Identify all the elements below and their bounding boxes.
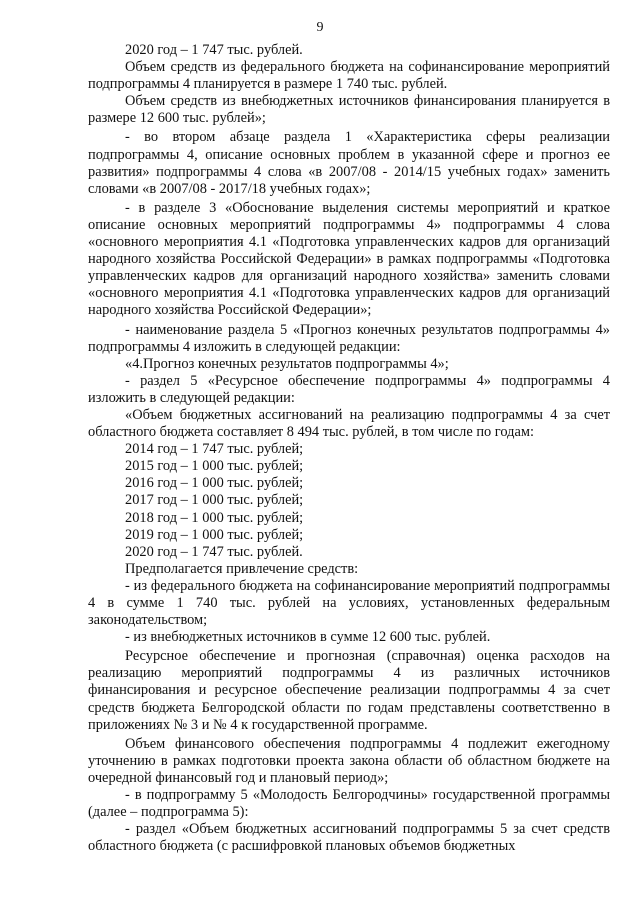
document-body [88, 42, 610, 855]
paragraph: - из внебюджетных источников в сумме 12 600 тыс. рублей. [125, 629, 491, 646]
paragraph: Объем финансового обеспечения подпрограммы 4 подлежит ежегодному уточнению в рамках подготовки проекта закона области об областном бюджете на очередной финансовый год и плановый период»; [88, 735, 610, 786]
year-line: 2017 год – 1 000 тыс. рублей; [125, 492, 304, 509]
paragraph: - из федерального бюджета на софинансирование мероприятий подпрограммы 4 в сумме 1 740 тыс. рублей на условиях, установленных федеральным законодательством; [88, 577, 610, 629]
year-line: 2016 год – 1 000 тыс. рублей; [125, 475, 304, 492]
paragraph: - во втором абзаце раздела 1 «Характеристика сферы реализации подпрограммы 4, описание основных проблем в указанной сфере и прогноз ее развития» подпрограммы 4 слова «в 2007/08 - 2014/15 учебных годах» заменить словами «в 2007/08 - 2017/18 учебных годах»; [88, 129, 610, 197]
paragraph: - наименование раздела 5 «Прогноз конечных результатов подпрограммы 4» подпрограммы 4 изложить в следующей редакции: [88, 321, 610, 355]
paragraph: Ресурсное обеспечение и прогнозная (справочная) оценка расходов на реализацию мероприятий подпрограммы 4 из различных источников финансирования и ресурсное обеспечение реализации подпрограммы 4 за счет средств бюджета Белгородской области по годам представлены соответственно в приложениях № 3 и № 4 к государственной программе. [88, 648, 610, 733]
year-line: 2015 год – 1 000 тыс. рублей; [125, 458, 304, 475]
paragraph: «Объем бюджетных ассигнований на реализацию подпрограммы 4 за счет областного бюджета составляет 8 494 тыс. рублей, в том числе по годам: [88, 406, 610, 441]
paragraph: Объем средств из федерального бюджета на софинансирование мероприятий подпрограммы 4 планируется в размере 1 740 тыс. рублей. [88, 59, 610, 93]
paragraph: - раздел «Объем бюджетных ассигнований подпрограммы 5 за счет средств областного бюджета (с расшифровкой плановых объемов бюджетных [88, 821, 610, 855]
paragraph: «4.Прогноз конечных результатов подпрограммы 4»; [125, 355, 449, 372]
year-line: 2019 год – 1 000 тыс. рублей; [125, 526, 304, 543]
year-line: 2014 год – 1 747 тыс. рублей; [125, 441, 304, 458]
paragraph: - в подпрограмму 5 «Молодость Белгородчины» государственной программы (далее – подпрограмма 5): [88, 787, 610, 821]
paragraph: Предполагается привлечение средств: [125, 560, 359, 577]
paragraph: - в разделе 3 «Обоснование выделения системы мероприятий и краткое описание основных мероприятий подпрограммы 4» подпрограммы 4 слова «основного мероприятия 4.1 «Подготовка управленческих кадров для организаций народного хозяйства Российской Федерации» в рамках подпрограммы «Подготовка управленческих кадров для организаций народного хозяйства» заменить словами «основного мероприятия 4.1 «Подготовка управленческих кадров для организаций народного хозяйства Российской Федерации»; [88, 199, 610, 319]
page-number: 9 [316, 20, 324, 35]
paragraph: - раздел 5 «Ресурсное обеспечение подпрограммы 4» подпрограммы 4 изложить в следующей редакции: [88, 372, 610, 406]
year-line: 2020 год – 1 747 тыс. рублей. [125, 543, 303, 560]
paragraph: 2020 год – 1 747 тыс. рублей. [125, 42, 303, 58]
year-line: 2018 год – 1 000 тыс. рублей; [125, 509, 304, 526]
paragraph: Объем средств из внебюджетных источников финансирования планируется в размере 12 600 тыс. рублей»; [88, 93, 610, 127]
